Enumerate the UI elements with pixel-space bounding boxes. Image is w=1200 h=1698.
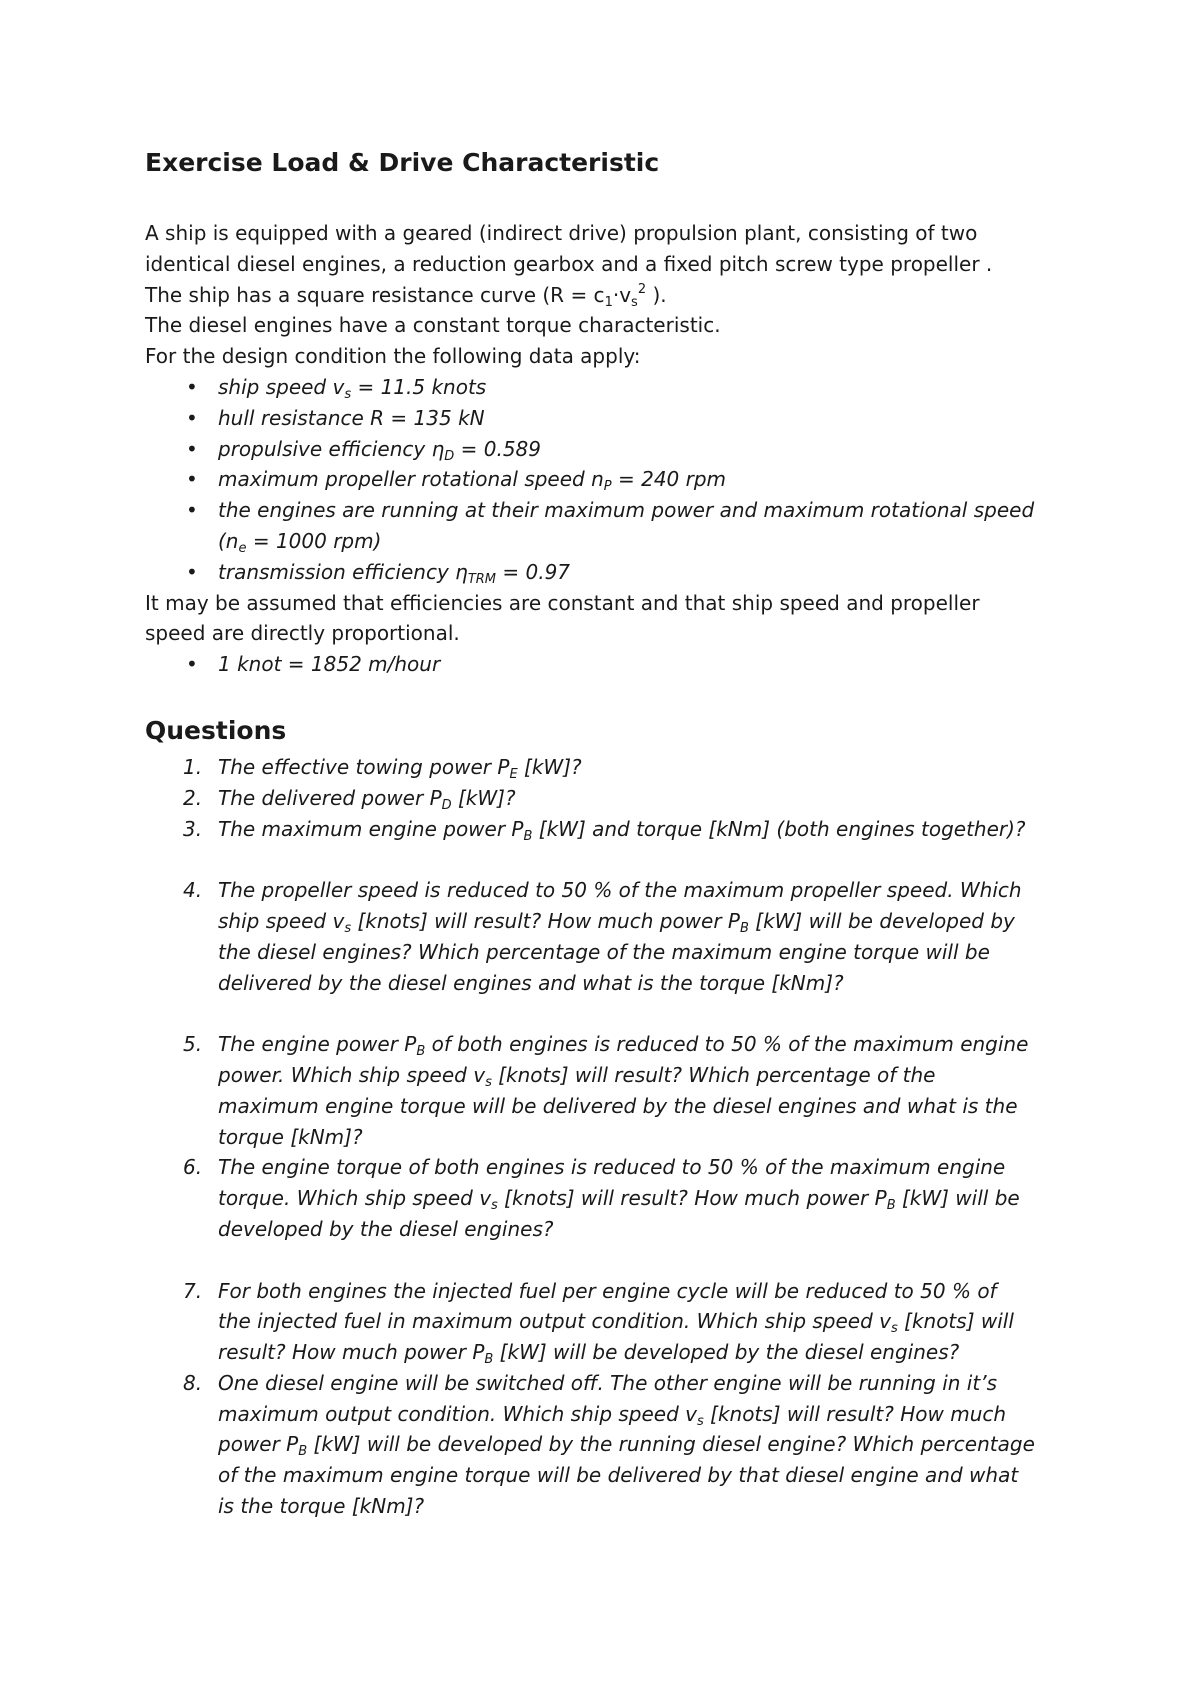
document-page [145, 146, 1075, 1522]
resistance-curve-line: The ship has a square resistance curve ($R = c_1\cdot v_s^2$ ). [145, 281, 667, 310]
question-item: 4. The propeller speed is reduced to 50 % of the maximum propeller speed. Which ship speed $v_s$ [knots] will result? How much power $P_B$ [kW] will be developed by the diesel engines? Which percentage of the maximum engine torque will be delivered by the diesel engines and what is the torque [kNm]? [183, 878, 1022, 995]
intro-line: A ship is equipped with a geared (indirect drive) propulsion plant, consisting of two [145, 221, 978, 245]
assumption-line: speed are directly proportional. [145, 621, 460, 646]
assumption-line: It may be assumed that efficiencies are constant and that ship speed and propeller [145, 590, 980, 615]
list-item: • propulsive efficiency $\eta_D = 0.589$ [145, 434, 1075, 465]
intro-line: For the design condition the following data apply: [145, 344, 641, 369]
conversion-list [145, 649, 1075, 680]
intro-line: The diesel engines have a constant torque characteristic. [145, 313, 721, 338]
question-item: 3. The maximum engine power $P_B$ [kW] and torque [kNm] (both engines together)? [183, 816, 1026, 844]
list-item: • the engines are running at their maximum power and maximum rotational speed ($n_e = 1000$ rpm) [145, 495, 1075, 557]
document-title: Exercise Load & Drive Characteristic [145, 148, 660, 177]
design-data-list [145, 372, 1075, 588]
spacer [145, 1245, 1075, 1276]
list-item: • ship speed $v_s = 11.5$ knots [145, 372, 1075, 403]
intro-line: identical diesel engines, a reduction gearbox and a fixed pitch screw type propeller . [145, 251, 993, 276]
question-item: 8. One diesel engine will be switched off. The other engine will be running in it’s maximum output condition. Which ship speed $v_s$ [knots] will result? How much power $P_B$ [kW] will be developed by the running diesel engine? Which percentage of the maximum engine torque will be delivered by that diesel engine and what is the torque [kNm]? [183, 1370, 1035, 1519]
question-item: 7. For both engines the injected fuel per engine cycle will be reduced to 50 % of the injected fuel in maximum output condition. Which ship speed $v_s$ [knots] will result? How much power $P_B$ [kW] will be developed by the diesel engines? [183, 1278, 1014, 1368]
question-item: 1. The effective towing power $P_E$ [kW]? [183, 754, 582, 782]
question-item: 5. The engine power $P_B$ of both engines is reduced to 50 % of the maximum engine power. Which ship speed $v_s$ [knots] will result? Which percentage of the maximum engine torque will be delivered by the diesel engines and what is the torque [kNm]? [183, 1032, 1029, 1149]
spacer [145, 844, 1075, 875]
question-item: 2. The delivered power $P_D$ [kW]? [183, 785, 516, 813]
list-item: • transmission efficiency $\eta_{TRM} = 0.97$ [145, 557, 1075, 588]
question-item: 6. The engine torque of both engines is reduced to 50 % of the maximum engine torque. Which ship speed $v_s$ [knots] will result? How much power $P_B$ [kW] will be developed by the diesel engines? [183, 1155, 1020, 1241]
intro-text [145, 218, 1075, 372]
questions-list [145, 752, 1075, 1522]
spacer [145, 998, 1075, 1029]
questions-heading: Questions [145, 715, 287, 745]
list-item: • maximum propeller rotational speed $n_P = 240$ rpm [145, 464, 1075, 495]
list-item: • hull resistance R = 135 kN [145, 403, 1075, 434]
list-item: • 1 knot = 1852 m/hour [145, 649, 1075, 680]
